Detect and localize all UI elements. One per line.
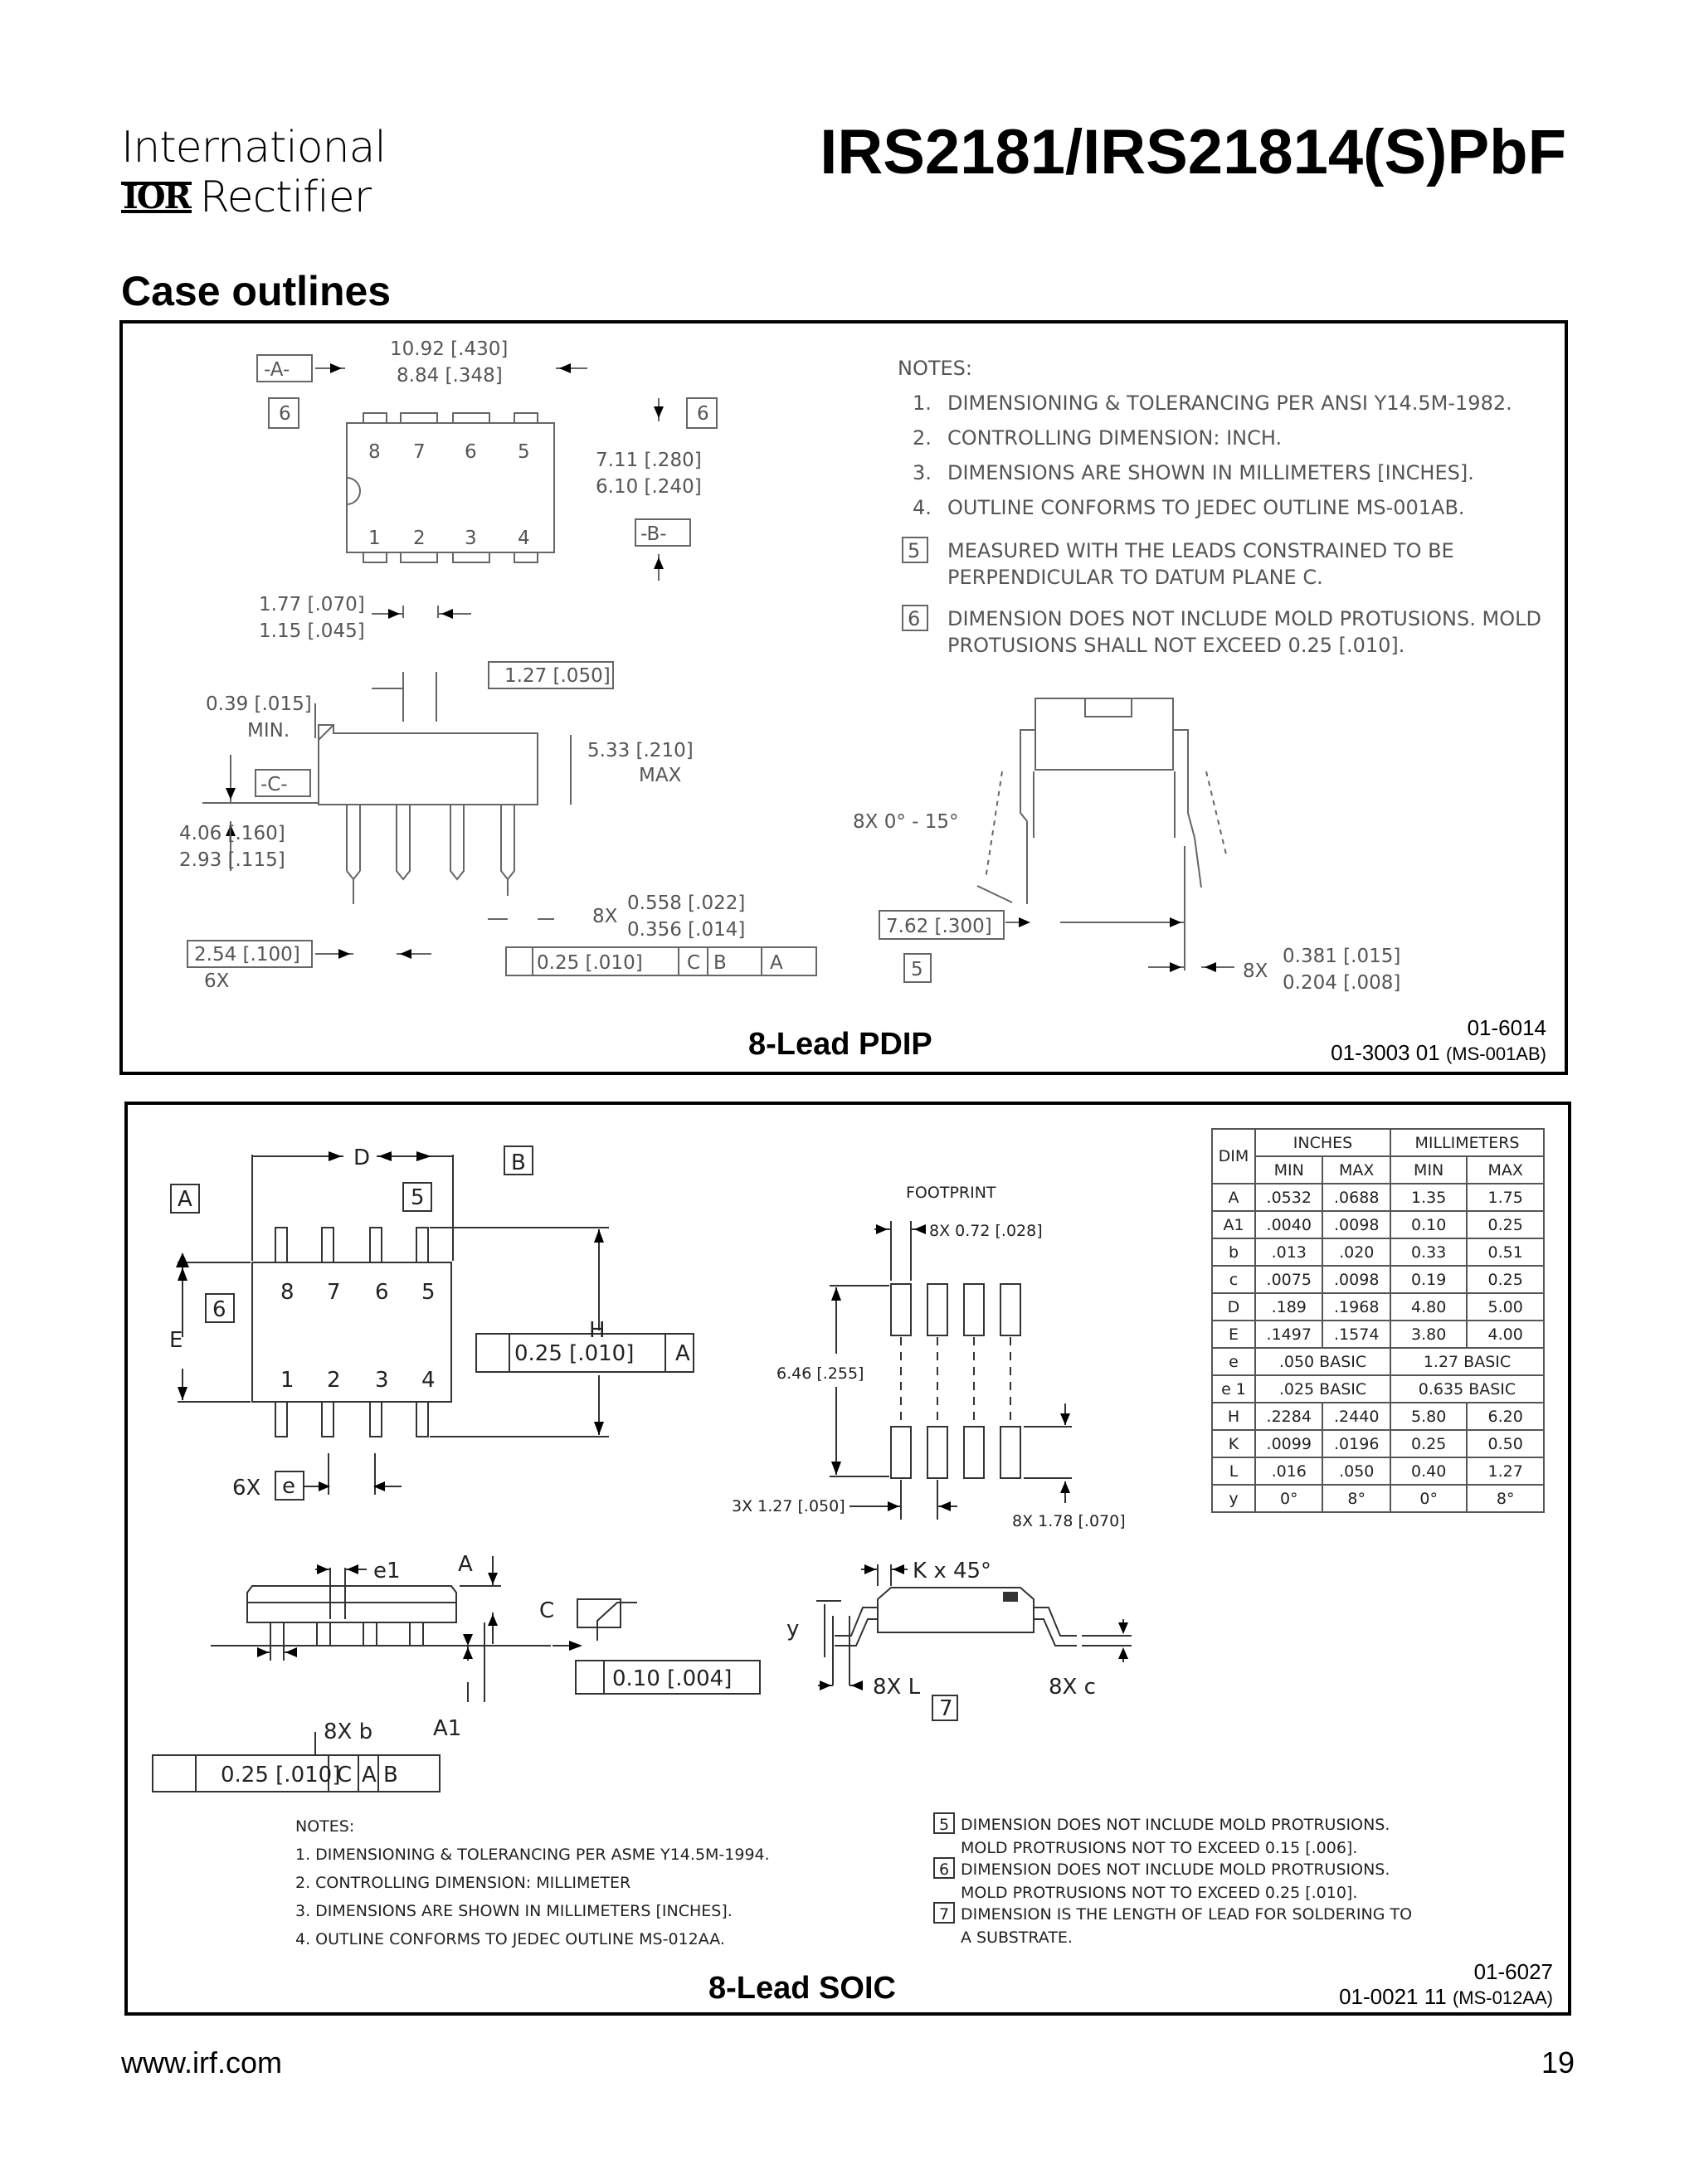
- table-row: [1212, 1238, 1544, 1266]
- label-e-pitch: e: [282, 1474, 295, 1499]
- table-cell: .0075: [1255, 1266, 1322, 1293]
- dim-standoff: 0.39 [.015]: [206, 693, 312, 715]
- soic-pin-3: 3: [375, 1368, 389, 1393]
- pdip-note-5b: PERPENDICULAR TO DATUM PLANE C.: [947, 566, 1323, 589]
- soic-notes-title: NOTES:: [295, 1817, 355, 1836]
- soic-mark-6: 6: [212, 1297, 226, 1322]
- table-mm-header: MILLIMETERS: [1390, 1129, 1544, 1156]
- table-cell: b: [1212, 1238, 1255, 1266]
- table-cell: .0532: [1255, 1184, 1322, 1211]
- table-cell: 0.40: [1390, 1457, 1467, 1485]
- datum-c: -C-: [260, 774, 288, 795]
- table-cell: A1: [1212, 1211, 1255, 1238]
- label-a1: A1: [433, 1716, 462, 1741]
- table-cell: e 1: [1212, 1375, 1255, 1403]
- datum-b: -B-: [640, 523, 667, 545]
- label-6x: 6X: [232, 1476, 261, 1501]
- label-e: E: [169, 1328, 183, 1353]
- dim-shoulder-min: 1.15 [.045]: [259, 620, 365, 642]
- pdip-note-2: CONTROLLING DIMENSION: INCH.: [947, 426, 1283, 450]
- tol-b-ref-c: C: [337, 1763, 353, 1788]
- dim-lead-w-min: 0.356 [.014]: [627, 919, 746, 941]
- table-cell: e: [1212, 1348, 1255, 1375]
- soic-note-6b: MOLD PROTRUSIONS NOT TO EXCEED 0.25 [.010].: [961, 1884, 1358, 1902]
- tol-b-value: 0.25 [.010]: [221, 1763, 341, 1788]
- logo-rectifier-text: Rectifier: [199, 173, 372, 222]
- pdip-ref1: 01-6014: [1467, 1015, 1546, 1040]
- dim-pitch-half: 1.27 [.050]: [504, 665, 611, 687]
- dim-pitch-count: 6X: [204, 970, 230, 992]
- table-cell: .0040: [1255, 1211, 1322, 1238]
- soic-pin-4: 4: [421, 1368, 436, 1393]
- pdip-notes-title: NOTES:: [898, 357, 972, 380]
- table-cell: 8°: [1467, 1485, 1544, 1512]
- note-mark-6a: 6: [279, 403, 291, 425]
- label-k45: K x 45°: [913, 1559, 992, 1583]
- table-cell: .050: [1322, 1457, 1390, 1485]
- table-cell: 0.25: [1390, 1430, 1467, 1457]
- soic-note-4: 4. OUTLINE CONFORMS TO JEDEC OUTLINE MS-012AA.: [295, 1930, 725, 1948]
- dim-standoff-note: MIN.: [247, 720, 290, 742]
- soic-note-7b: A SUBSTRATE.: [961, 1929, 1073, 1947]
- pin-3: 3: [465, 528, 477, 549]
- table-row: [1212, 1184, 1544, 1211]
- pdip-ref3: (MS-001AB): [1445, 1043, 1546, 1064]
- pdip-note-6b: PROTUSIONS SHALL NOT EXCEED 0.25 [.010].: [947, 634, 1405, 657]
- pdip-ref2: 01-3003 01: [1331, 1040, 1440, 1065]
- soic-mark-7: 7: [939, 1696, 953, 1721]
- fp-row-height: 6.46 [.255]: [776, 1364, 864, 1383]
- pdip-note-4: OUTLINE CONFORMS TO JEDEC OUTLINE MS-001AB.: [947, 496, 1465, 519]
- table-cell: 5.80: [1390, 1403, 1467, 1430]
- note-mark-6b: 6: [697, 403, 709, 425]
- table-cell: .025 BASIC: [1255, 1375, 1390, 1403]
- pdip-note-1-num: 1.: [913, 392, 932, 415]
- soic-note-1: 1. DIMENSIONING & TOLERANCING PER ASME Y14.5M-1994.: [295, 1846, 770, 1864]
- table-cell: .189: [1255, 1293, 1322, 1321]
- table-cell: .050 BASIC: [1255, 1348, 1390, 1375]
- table-min: MIN: [1255, 1156, 1322, 1184]
- label-8x-l: 8X L: [873, 1675, 921, 1700]
- table-cell: .020: [1322, 1238, 1390, 1266]
- table-min: MIN: [1390, 1156, 1467, 1184]
- table-cell: 0.25: [1467, 1211, 1544, 1238]
- dim-thk-count: 8X: [1243, 961, 1268, 982]
- pin-2: 2: [413, 528, 426, 549]
- soic-ref2: 01-0021 11: [1339, 1984, 1447, 2009]
- table-cell: c: [1212, 1266, 1255, 1293]
- soic-note-2: 2. CONTROLLING DIMENSION: MILLIMETER: [295, 1874, 631, 1892]
- table-cell: 1.75: [1467, 1184, 1544, 1211]
- table-cell: L: [1212, 1457, 1255, 1485]
- label-y: y: [786, 1617, 800, 1642]
- dim-8x: 8X: [592, 906, 618, 927]
- table-cell: 0.25: [1467, 1266, 1544, 1293]
- logo-international: International: [121, 123, 386, 173]
- dim-shoulder-max: 1.77 [.070]: [259, 594, 365, 615]
- label-a-height: A: [458, 1552, 473, 1577]
- pdip-caption: 8-Lead PDIP: [748, 1027, 932, 1062]
- soic-mark-5: 5: [411, 1185, 425, 1210]
- soic-pin-1: 1: [280, 1368, 295, 1393]
- tol-frame-b: B: [713, 952, 727, 974]
- soic-pin-8: 8: [280, 1280, 295, 1305]
- table-cell: 4.80: [1390, 1293, 1467, 1321]
- table-cell: .2440: [1322, 1403, 1390, 1430]
- pdip-ref2-line: [1331, 1040, 1546, 1066]
- pdip-note-3: DIMENSIONS ARE SHOWN IN MILLIMETERS [INCHES].: [947, 461, 1474, 484]
- tol-b-ref-a: A: [362, 1763, 377, 1788]
- table-inches-header: INCHES: [1255, 1129, 1390, 1156]
- table-cell: 0.10: [1390, 1211, 1467, 1238]
- table-row: [1212, 1266, 1544, 1293]
- table-cell: 0.51: [1467, 1238, 1544, 1266]
- label-8x-c: 8X c: [1049, 1675, 1096, 1700]
- table-dim-header: DIM: [1212, 1129, 1255, 1184]
- table-cell: E: [1212, 1321, 1255, 1348]
- soic-ref2-line: [1339, 1984, 1553, 2010]
- soic-pin-6: 6: [375, 1280, 389, 1305]
- table-cell: 4.00: [1467, 1321, 1544, 1348]
- tol-b-ref-b: B: [383, 1763, 398, 1788]
- table-cell: 0°: [1390, 1485, 1467, 1512]
- table-row: [1212, 1485, 1544, 1512]
- dim-thk-min: 0.204 [.008]: [1283, 972, 1401, 994]
- table-row: [1212, 1375, 1544, 1403]
- soic-note-5: DIMENSION DOES NOT INCLUDE MOLD PROTRUSIONS.: [961, 1816, 1390, 1834]
- table-max: MAX: [1467, 1156, 1544, 1184]
- logo-rectifier: [121, 173, 371, 222]
- dim-width-max: 7.11 [.280]: [596, 450, 702, 471]
- soic-note-5b: MOLD PROTRUSIONS NOT TO EXCEED 0.15 [.006].: [961, 1839, 1358, 1857]
- table-cell: .0098: [1322, 1266, 1390, 1293]
- soic-ref1: 01-6027: [1473, 1959, 1553, 1984]
- table-cell: .013: [1255, 1238, 1322, 1266]
- table-cell: .0196: [1322, 1430, 1390, 1457]
- soic-pin-5: 5: [421, 1280, 436, 1305]
- pin-1: 1: [368, 528, 381, 549]
- table-cell: 1.27 BASIC: [1390, 1348, 1544, 1375]
- table-cell: .0098: [1322, 1211, 1390, 1238]
- pdip-note-5: MEASURED WITH THE LEADS CONSTRAINED TO BE: [947, 539, 1454, 562]
- table-row: [1212, 1348, 1544, 1375]
- footprint-title: FOOTPRINT: [906, 1184, 996, 1202]
- table-cell: .1968: [1322, 1293, 1390, 1321]
- dim-height-note: MAX: [639, 765, 682, 786]
- pdip-note-3-num: 3.: [913, 461, 932, 484]
- soic-dimension-table: [1211, 1128, 1545, 1513]
- soic-note-5-num: 5: [939, 1816, 950, 1834]
- pdip-note-6: DIMENSION DOES NOT INCLUDE MOLD PROTUSIONS. MOLD: [947, 607, 1541, 630]
- pdip-note-5-num: 5: [908, 539, 921, 562]
- table-cell: D: [1212, 1293, 1255, 1321]
- pdip-drawing: [123, 323, 1565, 1072]
- tol-h-ref: A: [675, 1341, 690, 1366]
- ior-logo-mark: IOR: [123, 178, 190, 216]
- fp-pitch: 3X 1.27 [.050]: [732, 1497, 845, 1515]
- label-a: A: [178, 1187, 192, 1212]
- table-body: [1212, 1184, 1544, 1512]
- pin-4: 4: [518, 528, 530, 549]
- soic-note-6-num: 6: [939, 1861, 950, 1879]
- dim-thk-max: 0.381 [.015]: [1283, 946, 1401, 967]
- table-cell: 0.19: [1390, 1266, 1467, 1293]
- soic-note-6: DIMENSION DOES NOT INCLUDE MOLD PROTRUSIONS.: [961, 1861, 1390, 1879]
- fp-pad-length: 8X 1.78 [.070]: [1012, 1512, 1126, 1530]
- dim-lead-w-max: 0.558 [.022]: [627, 893, 746, 914]
- soic-pin-2: 2: [327, 1368, 341, 1393]
- note-mark-5: 5: [911, 959, 923, 980]
- label-d: D: [353, 1146, 371, 1170]
- dim-height: 5.33 [.210]: [587, 740, 694, 761]
- table-cell: 0.33: [1390, 1238, 1467, 1266]
- section-title: Case outlines: [121, 268, 392, 314]
- table-cell: 0.635 BASIC: [1390, 1375, 1544, 1403]
- pdip-note-2-num: 2.: [913, 426, 932, 450]
- dim-width-min: 6.10 [.240]: [596, 476, 702, 498]
- page-number: 19: [1541, 2045, 1575, 2079]
- table-cell: .016: [1255, 1457, 1322, 1485]
- label-h: H: [589, 1318, 606, 1343]
- table-cell: .1574: [1322, 1321, 1390, 1348]
- table-cell: 3.80: [1390, 1321, 1467, 1348]
- table-cell: .2284: [1255, 1403, 1322, 1430]
- table-row: [1212, 1457, 1544, 1485]
- pdip-note-6-num: 6: [908, 607, 921, 630]
- part-number-title: IRS2181/IRS21814(S)PbF: [820, 117, 1566, 187]
- dim-length-min: 8.84 [.348]: [397, 365, 503, 387]
- table-cell: 6.20: [1467, 1403, 1544, 1430]
- label-c: C: [539, 1598, 555, 1623]
- soic-outline-panel: [124, 1102, 1571, 2016]
- dim-row-spacing: 7.62 [.300]: [886, 916, 992, 937]
- table-cell: .0688: [1322, 1184, 1390, 1211]
- table-row: [1212, 1293, 1544, 1321]
- pdip-note-1: DIMENSIONING & TOLERANCING PER ANSI Y14.5M-1982.: [947, 392, 1512, 415]
- soic-ref3: (MS-012AA): [1452, 1987, 1553, 2008]
- table-cell: .1497: [1255, 1321, 1322, 1348]
- soic-caption: 8-Lead SOIC: [708, 1971, 896, 2006]
- label-e1: e1: [373, 1559, 401, 1583]
- table-row: [1212, 1211, 1544, 1238]
- pdip-outline-panel: [119, 320, 1568, 1075]
- table-cell: 0.50: [1467, 1430, 1544, 1457]
- pdip-note-4-num: 4.: [913, 496, 932, 519]
- dim-lead-len-max: 4.06 [.160]: [179, 823, 285, 844]
- table-cell: 1.35: [1390, 1184, 1467, 1211]
- label-b: B: [511, 1150, 526, 1175]
- table-cell: 0°: [1255, 1485, 1322, 1512]
- footer-url[interactable]: www.irf.com: [121, 2045, 283, 2079]
- table-cell: K: [1212, 1430, 1255, 1457]
- dim-angle: 8X 0° - 15°: [853, 811, 959, 833]
- table-max: MAX: [1322, 1156, 1390, 1184]
- flatness-value: 0.10 [.004]: [612, 1666, 733, 1691]
- pin-6: 6: [465, 441, 477, 463]
- datum-a: -A-: [264, 359, 290, 381]
- table-cell: 5.00: [1467, 1293, 1544, 1321]
- table-cell: 8°: [1322, 1485, 1390, 1512]
- soic-pin-7: 7: [327, 1280, 341, 1305]
- table-cell: y: [1212, 1485, 1255, 1512]
- table-cell: 1.27: [1467, 1457, 1544, 1485]
- fp-pad-width: 8X 0.72 [.028]: [929, 1222, 1043, 1240]
- dim-pitch: 2.54 [.100]: [194, 944, 300, 966]
- soic-note-3: 3. DIMENSIONS ARE SHOWN IN MILLIMETERS [INCHES].: [295, 1902, 733, 1920]
- tol-frame-a: A: [770, 952, 783, 974]
- pin-7: 7: [413, 441, 426, 463]
- tol-frame-c: C: [687, 952, 701, 974]
- pin-8: 8: [368, 441, 381, 463]
- table-row: [1212, 1430, 1544, 1457]
- label-8x-b: 8X b: [324, 1719, 373, 1744]
- table-row: [1212, 1321, 1544, 1348]
- dim-lead-len-min: 2.93 [.115]: [179, 849, 285, 871]
- dim-length-max: 10.92 [.430]: [390, 338, 509, 360]
- tol-frame-value: 0.25 [.010]: [537, 952, 643, 974]
- table-row: [1212, 1403, 1544, 1430]
- table-cell: H: [1212, 1403, 1255, 1430]
- table-cell: A: [1212, 1184, 1255, 1211]
- soic-note-7: DIMENSION IS THE LENGTH OF LEAD FOR SOLDERING TO: [961, 1905, 1413, 1924]
- pin-5: 5: [518, 441, 530, 463]
- tol-h-value: 0.25 [.010]: [514, 1341, 635, 1366]
- soic-note-7-num: 7: [939, 1905, 950, 1924]
- table-cell: .0099: [1255, 1430, 1322, 1457]
